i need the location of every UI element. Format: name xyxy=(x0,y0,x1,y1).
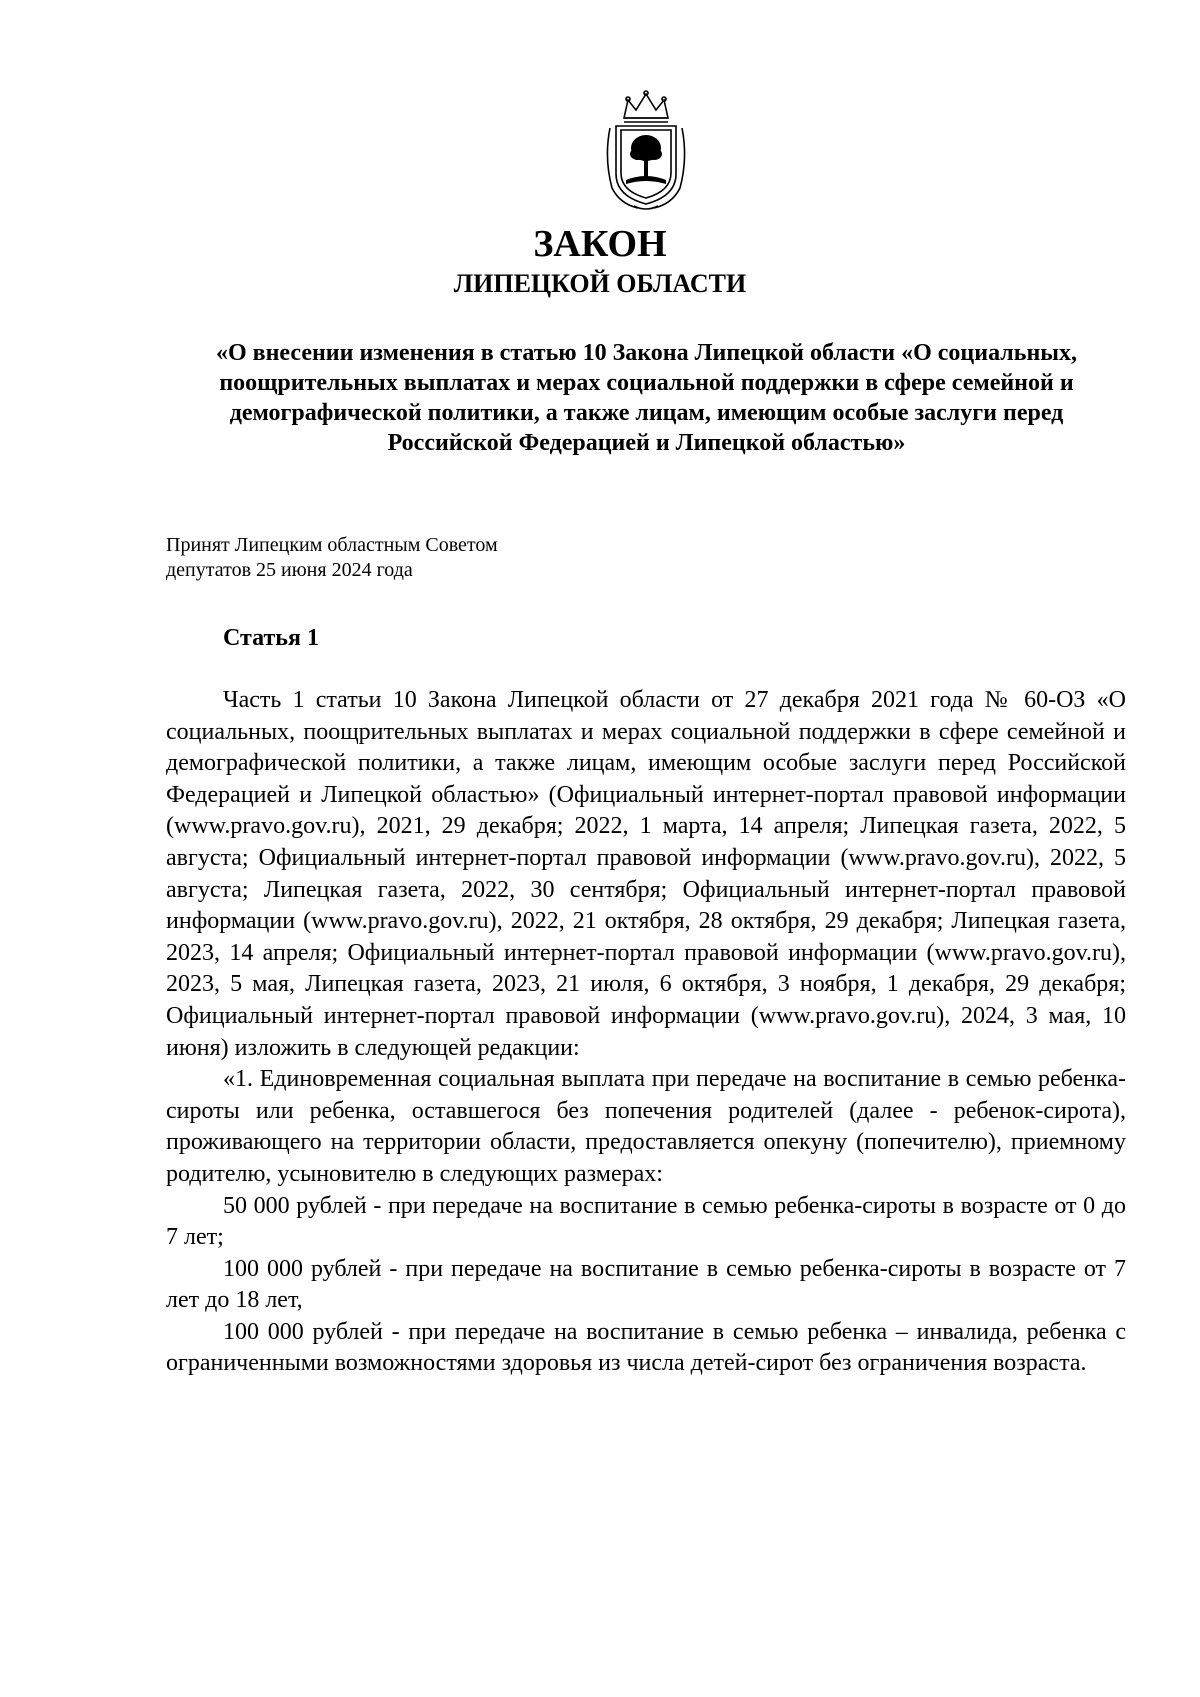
paragraph: 100 000 рублей - при передаче на воспитание в семью ребенка-сироты в возрасте от 7 лет до 18 лет, xyxy=(166,1255,1126,1314)
paragraph: 50 000 рублей - при передаче на воспитание в семью ребенка-сироты в возрасте от 0 до 7 лет; xyxy=(166,1192,1126,1251)
law-region: ЛИПЕЦКОЙ ОБЛАСТИ xyxy=(453,269,747,298)
adoption-line-2: депутатов 25 июня 2024 года xyxy=(166,559,413,581)
adoption-line-1: Принят Липецким областным Советом xyxy=(166,534,498,556)
paragraph: «1. Единовременная социальная выплата при передаче на воспитание в семью ребенка-сироты или ребенка, оставшегося без попечения родителей (далее - ребенок-сирота), проживающего на территории области, предоставляется опекуну (попечителю), приемному родителю, усыновителю в следующих размерах: xyxy=(166,1066,1126,1187)
article-body xyxy=(166,685,1126,1380)
lipetsk-coat-of-arms-icon xyxy=(594,88,698,212)
adoption-note xyxy=(166,533,666,583)
law-title: ЗАКОН xyxy=(533,223,667,265)
law-name: «О внесении изменения в статью 10 Закона Липецкой области «О социальных, поощрительных выплатах и мерах социальной поддержки в сфере семейной и демографической политики, а также лицам, имеющим особые заслуги перед Российской Федерацией и Липецкой областью» xyxy=(215,340,1078,456)
article-heading: Статья 1 xyxy=(223,625,319,651)
paragraph: Часть 1 статьи 10 Закона Липецкой области от 27 декабря 2021 года № 60-ОЗ «О социальных, поощрительных выплатах и мерах социальной поддержки в сфере семейной и демографической политики, а также лицам, имеющим особые заслуги перед Российской Федерацией и Липецкой областью» (Официальный интернет-портал правовой информации (www.pravo.gov.ru), 2021, 29 декабря; 2022, 1 марта, 14 апреля; Липецкая газета, 2022, 5 августа; Официальный интернет-портал правовой информации (www.pravo.gov.ru), 2022, 5 августа; Липецкая газета, 2022, 30 сентября; Официальный интернет-портал правовой информации (www.pravo.gov.ru), 2022, 21 октября, 28 октября, 29 декабря; Липецкая газета, 2023, 14 апреля; Официальный интернет-портал правовой информации (www.pravo.gov.ru), 2023, 5 мая, Липецкая газета, 2023, 21 июля, 6 октября, 3 ноября, 1 декабря, 29 декабря; Официальный интернет-портал правовой информации (www.pravo.gov.ru), 2024, 3 мая, 10 июня) изложить в следующей редакции: xyxy=(166,687,1126,1061)
paragraph: 100 000 рублей - при передаче на воспитание в семью ребенка – инвалида, ребенка с ограниченными возможностями здоровья из числа детей-сирот без ограничения возраста. xyxy=(166,1318,1126,1377)
